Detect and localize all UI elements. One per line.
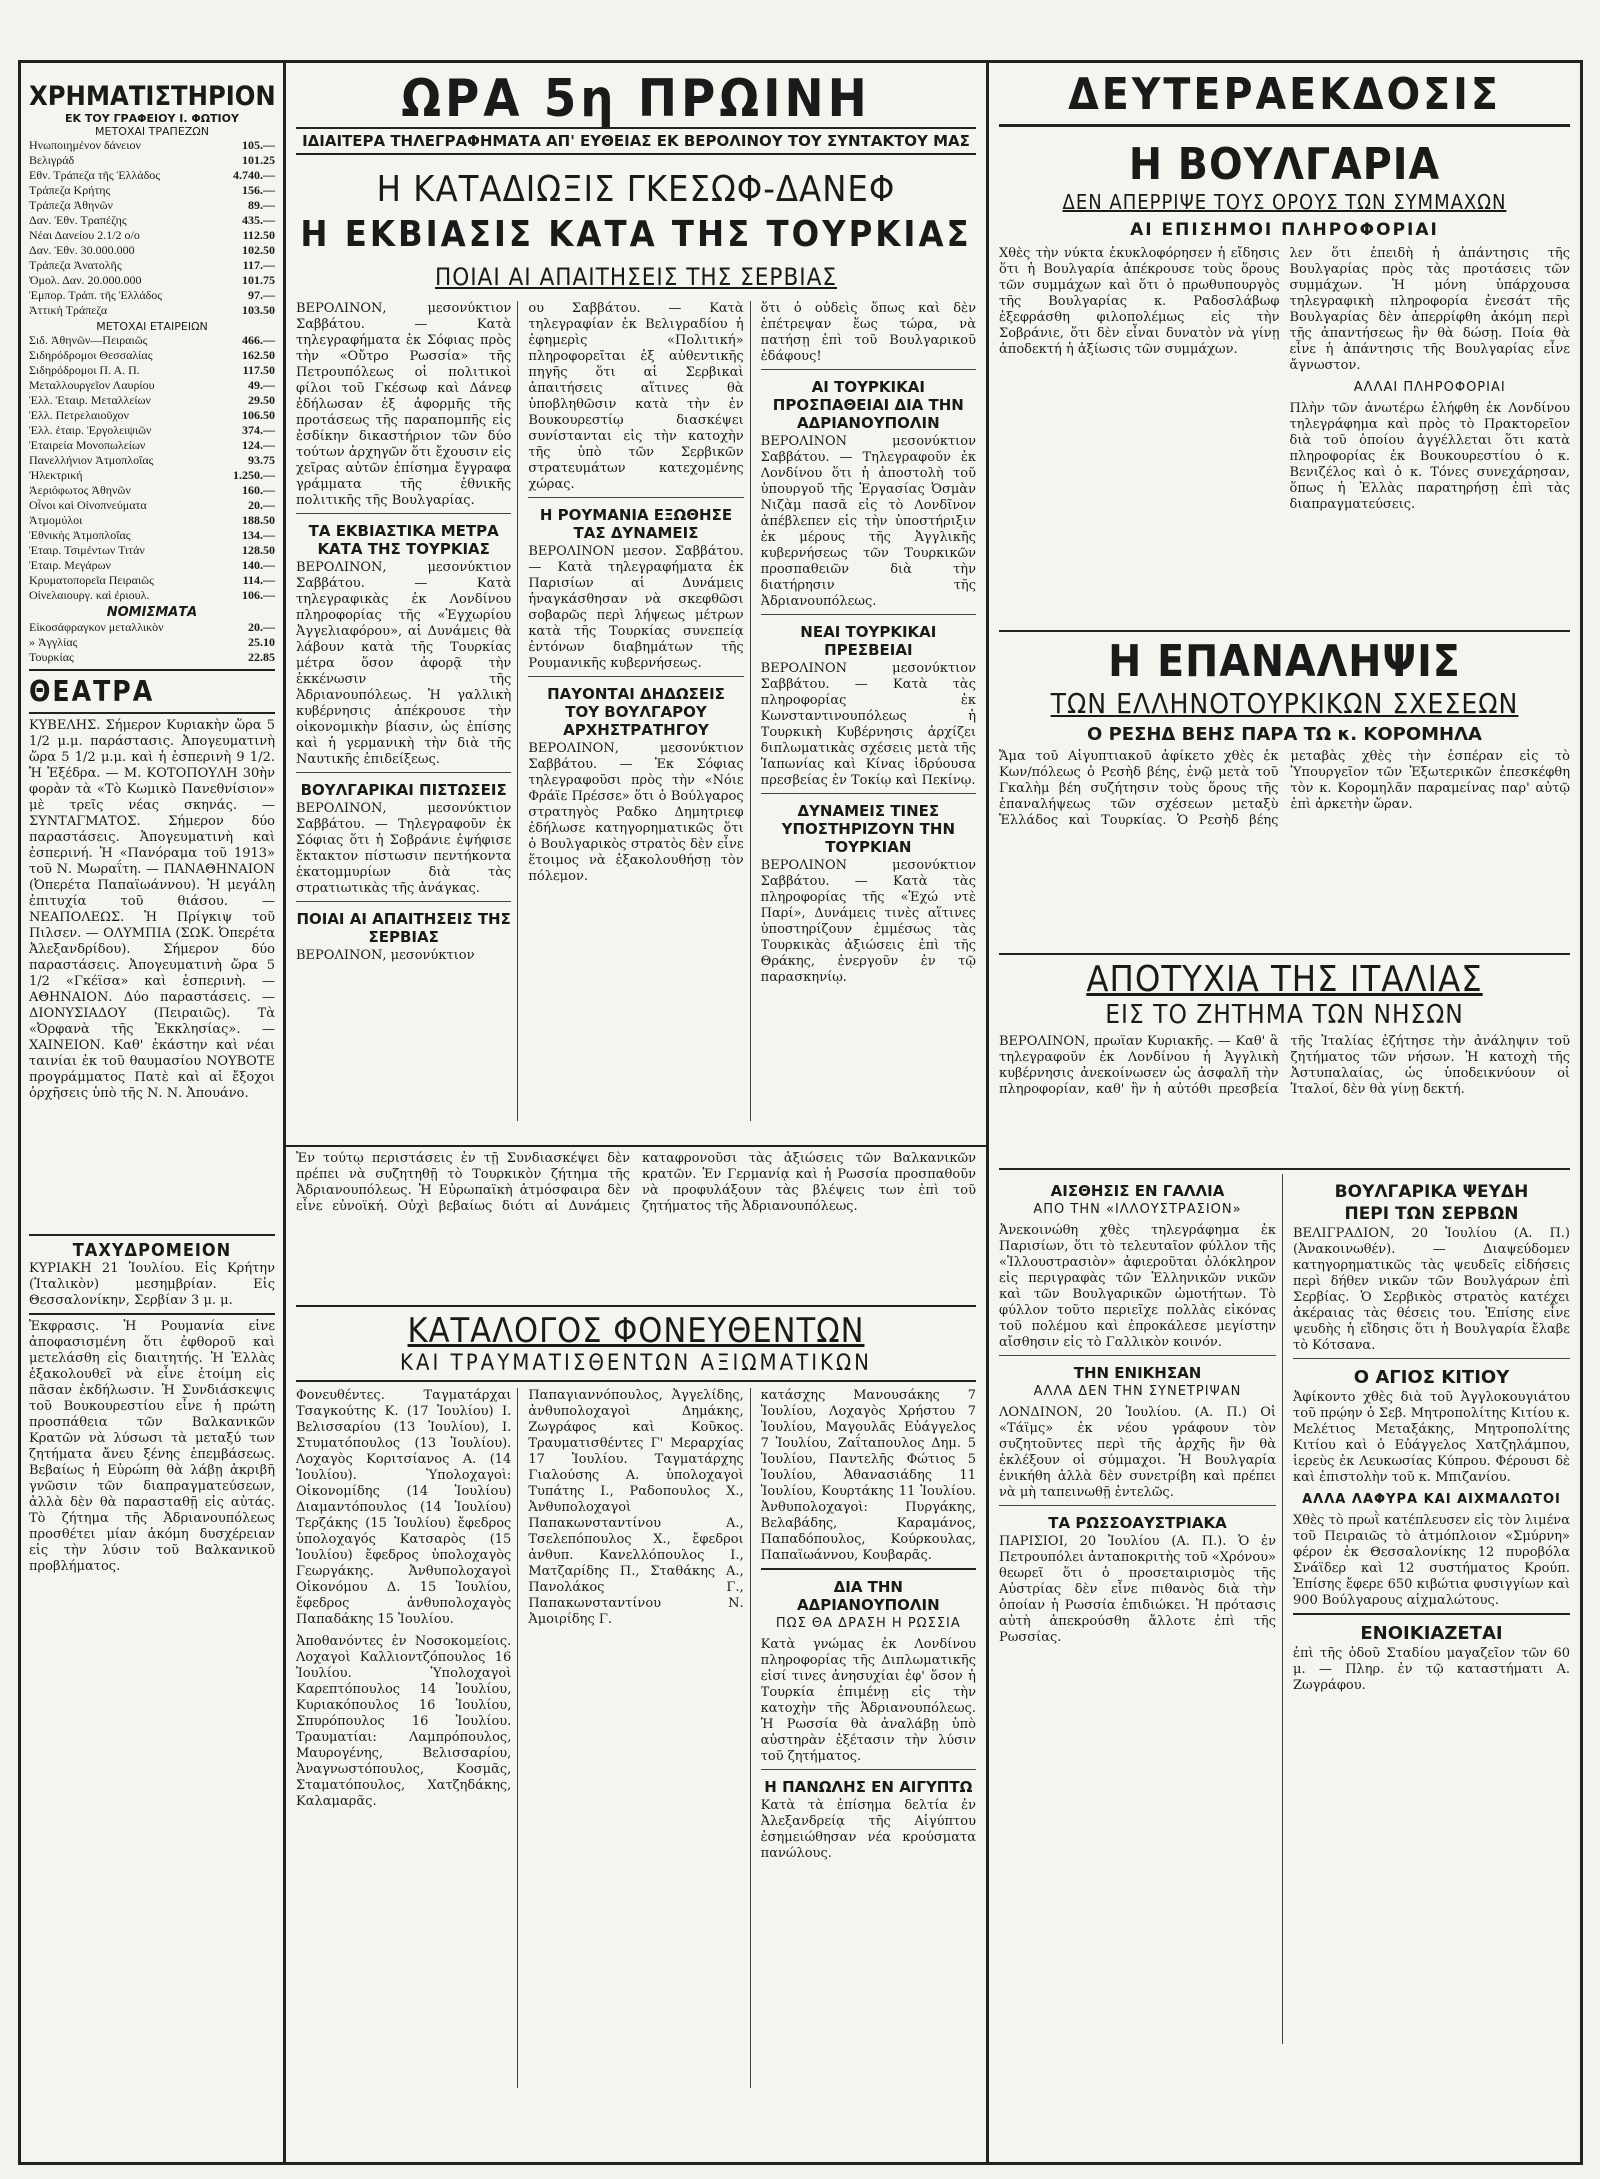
voulgaria-body-2: λεν ὅτι ἐπειδὴ ἡ ἀπάντησις τῆς Βουλγαρίας πρὸς τὰς προτάσεις τῶν συμμάχων. Ἡ μόνη ὑπάρχουσα τηλεγραφικὴ πληροφορία ἐνεσάτ τῆς Βουλγαρίας δὲν ἀπερρίφθη ἀκόμη περὶ τῆς ἀπαντήσεως ἣν θὰ δώσῃ. Ποία θὰ εἶνε ἡ ἀπάντησις τῆς Βουλγαρίας εἶνε ἄγνωστον. [1289, 246, 1570, 373]
pistoseis-body: ΒΕΡΟΛΙΝΟΝ, μεσονύκτιον Σαββάτου. — Τηλεγραφοῦν ἐκ Σόφιας ὅτι ἡ Σοβράνιε ἐψήφισε ἔκτακτον πίστωσιν πεντήκοντα ἑκατομμυρίων διὰ τὰς στρατιωτικὰς τῆς ἀνάγκας. [296, 801, 512, 896]
company-value: 114.— [242, 573, 275, 587]
company-row [29, 348, 275, 363]
epanalipsis-hed: Η ΕΠΑΝΑΛΗΨΙΣ [1108, 636, 1461, 687]
mid-block-body: Ἐν τούτῳ περιστάσεις ἐν τῇ Συνδιασκέψει δὲν πρέπει νὰ συζητηθῇ τὸ Τουρκικὸν ζήτημα τῆς Ἀδριανουπόλεως. Ἡ Εὐρωπαϊκὴ ἀτμόσφαιρα δὲν εἶνε εὐνοϊκή. Οὐχὶ βεβαίως διότι αἱ Δυνάμεις καταφρονοῦσι τὰς ἀξιώσεις τῶν Βαλκανικῶν κρατῶν. Ἐν Γερμανίᾳ καὶ ἡ Ρωσσία προσπαθοῦν νὰ προφυλάξουν τὰς βλέψεις των ἐπὶ τοῦ ζητήματος τῆς Ἀδριανουπόλεως. [296, 1151, 976, 1214]
company-label: Ἀτμομύλοι [29, 513, 83, 527]
banks-heading: ΜΕΤΟΧΑΙ ΤΡΑΠΕΖΩΝ [95, 125, 209, 138]
theatres-title: ΘΕΑΤΡΑ [29, 675, 155, 708]
currency-label: Εἰκοσάφραγκον μεταλλικὸν [29, 620, 164, 634]
bank-value: 97.— [248, 288, 275, 302]
bank-row [29, 303, 275, 318]
company-value: 160.— [242, 483, 275, 497]
company-value: 124.— [242, 438, 275, 452]
bank-label: Τράπεζα Ἀνατολῆς [29, 258, 122, 272]
archistratigos-body: ΒΕΡΟΛΙΝΟΝ, μεσονύκτιον Σαββάτου. — Ἐκ Σόφιας τηλεγραφοῦσι πρὸς τὴν «Νόιε Φράϊε Πρέσσε» ὅτι ὁ Βούλγαρος στρατηγὸς Ραδκο Δημητριεφ ἐδήλωσε κατηγορηματικῶς ὅτι ὁ Βουλγαρικὸς στρατὸς δὲν εἶνε ἕτοιμος νὰ ἐξακολουθήσῃ τὸν πόλεμον. [528, 741, 744, 884]
currency-row [29, 635, 275, 650]
bank-row [29, 168, 275, 183]
newspaper-page [18, 60, 1583, 2165]
presveiai-body: ΒΕΡΟΛΙΝΟΝ μεσονύκτιον Σαββάτου. — Κατὰ τὰς πληροφορίας ἐκ Κωνσταντινουπόλεως ἡ Τουρκικὴ Κυβέρνησις ἀρχίζει διπλωματικὰς σχέσεις μετὰ τῆς Ἰαπωνίας καὶ Κίνας ἱδρύουσα πρεσβείας ἐν Τοκίῳ καὶ Πεκίνῳ. [760, 661, 976, 788]
currency-rows [29, 620, 275, 665]
company-value: 106.— [242, 588, 275, 602]
company-row [29, 378, 275, 393]
ekviastika-hed: ΤΑ ΕΚΒΙΑΣΤΙΚΑ ΜΕΤΡΑ ΚΑΤΑ ΤΗΣ ΤΟΥΡΚΙΑΣ [308, 522, 499, 558]
dynameis-body: ΒΕΡΟΛΙΝΟΝ μεσονύκτιον Σαββάτου. — Κατὰ τὰς πληροφορίας τῆς «Ἐχώ ντὲ Παρί», Δυνάμεις τινὲς αἵτινες ὑποστηρίζουν ἐμμέσως τὰς Τουρκικὰς ἀξιώσεις ἐπὶ τῆς Θράκης, ἐνεργοῦν ἐν τῷ παρασκηνίῳ. [760, 858, 976, 985]
bank-row [29, 228, 275, 243]
headline-katadioxis: Η ΚΑΤΑΔΙΩΞΙΣ ΓΚΕΣΩΦ-ΔΑΝΕΦ [376, 169, 896, 210]
fonefthenton-sub: ΚΑΙ ΤΡΑΥΜΑΤΙΣΘΕΝΤΩΝ ΑΞΙΩΜΑΤΙΚΩΝ [296, 1351, 976, 1382]
company-label: Ἑταιρ. Τσιμέντων Τιτάν [29, 543, 145, 557]
ora5-col1-body: ΒΕΡΟΛΙΝΟΝ, μεσονύκτιον Σαββάτου. — Κατὰ τηλεγραφήματα ἐκ Σόφιας πρὸς τὴν «Οὔτρο Ρωσσία» τῆς Πετρουπόλεως οἱ πολιτικοὶ φίλοι τοῦ Γκέσωφ καὶ Δάνεφ ἐδήλωσαν ἐξ ἀφορμῆς τῆς προτάσεως τῆς παραπομπῆς εἰς ἐσδίκην δικαστήριον τῶν δύο τούτων ἀρχηγῶν ὅτι ἔχουσιν εἰς χεῖρας αὐτῶν ἐπίσημα ἔγγραφα γράμματα τῆς ἐθνικῆς πολιτικῆς τῆς Βουλγαρίας. [296, 301, 512, 508]
ora5-subtitle: ΙΔΙΑΙΤΕΡΑ ΤΗΛΕΓΡΑΦΗΜΑΤΑ ΑΠ' ΕΥΘΕΙΑΣ ΕΚ ΒΕΡΟΛΙΝΟΥ ΤΟΥ ΣΥΝΤΑΚΤΟΥ ΜΑΣ [296, 127, 976, 155]
voulgaria-sub: ΔΕΝ ΑΠΕΡΡΙΨΕ ΤΟΥΣ ΟΡΟΥΣ ΤΩΝ ΣΥΜΜΑΧΩΝ [1062, 190, 1507, 214]
panolis-hed: Η ΠΑΝΩΛΗΣ ΕΝ ΑΙΓΥΠΤΩ [764, 1778, 973, 1796]
epanalipsis-body: Ἄμα τοῦ Αἰγυπτιακοῦ ἀφίκετο χθὲς ἐκ Κων/πόλεως ὁ Ρεσὴδ βέης, ἐνῷ μετὰ τοῦ Γκαλὴμ βέη συζήτησιν τοὺς ὅρους τῆς ἐπαναλήψεως τῶν σχέσεων μεταξὺ Ἑλλάδος καὶ Τουρκίας. Ὁ Ρεσὴδ βέης μεταβὰς χθὲς τὴν ἑσπέραν εἰς τὸ Ὑπουργεῖον τῶν Ἐξωτερικῶν ἐπεσκέφθη τὸν κ. Κορομηλᾶν παραμείνας παρ' αὐτῷ ἐπὶ ἀρκετὴν ὥραν. [999, 749, 1570, 828]
rossoaustriaka-hed: ΤΑ ΡΩΣΣΟΑΥΣΤΡΙΑΚΑ [1048, 1514, 1227, 1532]
company-row [29, 393, 275, 408]
company-rows [29, 333, 275, 603]
voulgaria-body-3: Πλὴν τῶν ἀνωτέρω ἐλήφθη ἐκ Λονδίνου τηλεγράφημα καὶ πρὸς τὸ Πρακτορεῖον διὰ τοῦ ὁποίου ἀγγέλλεται ὅτι κατὰ πληροφορίας ἐκ Βουκουρεστίου ὁ κ. Βενιζέλος καὶ ὁ κ. Τόνες συνεχάρησαν, ὅπως ἡ Ἑλλὰς παρατηρήσῃ ἐπὶ τὰς διαπραγματεύσεις. [1289, 401, 1570, 512]
dynameis-hed: ΔΥΝΑΜΕΙΣ ΤΙΝΕΣ ΥΠΟΣΤΗΡΙΖΟΥΝ ΤΗΝ ΤΟΥΡΚΙΑΝ [781, 802, 956, 856]
servia-hed: ΠΟΙΑΙ ΑΙ ΑΠΑΙΤΗΣΕΙΣ ΤΗΣ ΣΕΡΒΙΑΣ [296, 910, 511, 946]
enoikiazetai-body: ἐπὶ τῆς ὁδοῦ Σταδίου μαγαζεῖον τῶν 60 μ. — Πληρ. ἐν τῷ καταστήματι Α. Ζωγράφου. [1293, 1646, 1570, 1693]
headline-apaitiseis: ΠΟΙΑΙ ΑΙ ΑΠΑΙΤΗΣΕΙΣ ΤΗΣ ΣΕΡΒΙΑΣ [434, 263, 838, 291]
panolis-body: Κατὰ τὰ ἐπίσημα δελτία ἐν Ἀλεξανδρείᾳ τῆς Αἰγύπτου ἐσημειώθησαν νέα κρούσματα πανώλους. [760, 1798, 976, 1861]
markets-subtitle: ΕΚ ΤΟΥ ΓΡΑΦΕΙΟΥ Ι. ΦΩΤΙΟΥ [65, 112, 239, 125]
italia-hed: ΑΠΟΤΥΧΙΑ ΤΗΣ ΙΤΑΛΙΑΣ [1086, 959, 1483, 1000]
company-row [29, 528, 275, 543]
company-value: 466.— [242, 333, 275, 347]
resid-hed: Ο ΡΕΣΗΔ ΒΕΗΣ ΠΑΡΑ ΤΩ κ. ΚΟΡΟΜΗΛΑ [1087, 724, 1482, 745]
headline-ekviasis: Η ΕΚΒΙΑΣΙΣ ΚΑΤΑ ΤΗΣ ΤΟΥΡΚΙΑΣ [300, 214, 972, 255]
bank-label: Νέαι Δανείου 2.1/2 ο/ο [29, 228, 140, 242]
company-row [29, 363, 275, 378]
voulgarika-body: ΒΕΛΙΓΡΑΔΙΟΝ, 20 Ἰουλίου (Α. Π.) (Ἀνακοινωθέν). — Διαψεύδομεν κατηγορηματικῶς τὰς ψευδεῖς εἰδήσεις περὶ δήθεν νικῶν τῶν Βουλγάρων ἐπὶ Σερβίας. Ὁ Σερβικὸς στρατὸς κατέχει ἀκέραιας τὰς θέσεις του. Ἐπίσης εἶνε ψευδὴς ἡ εἴδησις ὅτι ἡ Βουλγαρία ἔλαβε τὸ Κότσανα. [1293, 1226, 1570, 1353]
company-row [29, 498, 275, 513]
company-value: 49.— [248, 378, 275, 392]
bank-label: Δαν. Ἐθν. Τραπέζης [29, 213, 127, 227]
company-label: Οἶνοι καὶ Οἰνοπνεύματα [29, 498, 147, 512]
mail-article: Ἐκφρασις. Ἡ Ρουμανία εἶνε ἀποφασισμένη ὅτι ἐφθοροῦ καὶ μετελάσθη εἰς διαιτητής. Ἡ Ἑλλὰς ἐξακολουθεῖ νὰ εἶνε ἑτοίμη εἰς πᾶσαν ἐκδήλωσιν. Ἡ Συνδιάσκεψις τοῦ Βουκουρεστίου εἶνε ἡ πρώτη προσπάθεια τῶν Βαλκανικῶν Κρατῶν νὰ λύσωσι τὰ μεταξύ των ζητήματα ἄνευ ξένης ἐπεμβάσεως. Βεβαίως ἡ Εὐρώπη θὰ λάβῃ ἀκριβῆ γνῶσιν τῶν διαπραγματεύσεων, ἀλλὰ δὲν θὰ παρασταθῇ εἰς αὐτάς. Τὸ ζήτημα τῆς Ἀδριανουπόλεως προσθέτει μίαν ἀκόμη δυσχέρειαν εἰς τὴν λύσιν τοῦ Βαλκανικοῦ προβλήματος. [29, 1319, 275, 1574]
currency-value: 22.85 [248, 650, 275, 664]
deutera-title: ΔΕΥΤΕΡΑΕΚΔΟΣΙΣ [999, 69, 1570, 127]
left-column [21, 63, 283, 2162]
bank-label: Εθν. Τράπεζα τῆς Ἑλλάδος [29, 168, 160, 182]
company-label: Οἰνελαιουργ. καὶ ἐριουλ. [29, 588, 150, 602]
bank-value: 112.50 [242, 228, 275, 242]
theatres-body: ΚΥΒΕΛΗΣ. Σήμερον Κυριακὴν ὥρα 5 1/2 μ.μ. παράστασις. Ἀπογευματινὴ ὥρα 5 1/2 μ.μ. καὶ ἡ ἑσπερινὴ 9 1/2. Ἡ Ἐξέδρα. — Μ. ΚΟΤΟΠΟΥΛΗ 30ὴν φορὰν τὰ «Τὸ Κωμικὸ Πανεθνίσιον» μὲ τρεῖς νέας σκηνάς. — ΣΥΝΤΑΓΜΑΤΟΣ. Σήμερον δύο παραστάσεις. Ἀπογευματινὴ καὶ ἑσπερινή. Ἡ «Πανόραμα τοῦ 1913» τοῦ Ν. Μωραΐτη. — ΠΑΝΑΘΗΝΑΙΟΝ (Ὀπερέτα Παπαϊωάννου). Ἡ μεγάλη ἐπιτυχία τοῦ θιάσου. — ΝΕΑΠΟΛΕΩΣ. Ἡ Πρίγκιψ τοῦ Πιλσεν. — ΟΛΥΜΠΙΑ (ΣΩΚ. Ὀπερέτα Ἀλεξανδρίδου). Σήμερον δύο παραστάσεις. Ἀπογευματινὴ ὥρα 5 1/2 «Γκέϊσα» καὶ ἑσπερινὴ. — ΑΘΗΝΑΙΟΝ. Δύο παραστάσεις. — ΔΙΟΝΥΣΙΑΔΟΥ (Πειραιῶς). Τὰ «Ὀρφανὰ τῆς Ἐκκλησίας». — ΧΑΙΝΕΙΟΝ. Καθ' ἑκάστην καὶ νέαι ταινίαι ἐκ τοῦ θαυμασίου ΝΟΥΒΟΤΕ προγράμματος Πατὲ καὶ αἱ ἔξοχοι ὀρχῆσεις ὑπὸ τῆς Ν. Ν. Ἀπουάνο. [29, 718, 275, 1101]
company-label: Σιδηρόδρομοι Π. Α. Π. [29, 363, 140, 377]
company-label: Πανελλήνιον Ἀτμοπλοΐας [29, 453, 154, 467]
mail-title: ΤΑΧΥΔΡΟΜΕΙΟΝ [72, 1240, 232, 1261]
epanalipsis-sub: ΤΩΝ ΕΛΛΗΝΟΤΟΥΡΚΙΚΩΝ ΣΧΕΣΕΩΝ [1050, 687, 1519, 720]
bank-row [29, 243, 275, 258]
lafyra-hed: ΑΛΛΑ ΛΑΦΥΡΑ ΚΑΙ ΑΙΧΜΑΛΩΤΟΙ [1302, 1492, 1561, 1507]
servia-body: ΒΕΡΟΛΙΝΟΝ, μεσονύκτιον [296, 948, 475, 963]
bank-value: 102.50 [242, 243, 275, 257]
company-label: Ἠλεκτρική [29, 468, 83, 482]
company-value: 106.50 [242, 408, 275, 422]
company-row [29, 423, 275, 438]
company-value: 117.50 [242, 363, 275, 377]
bank-rows [29, 138, 275, 318]
company-row [29, 558, 275, 573]
company-label: Ἑλλ. ἑταιρ. Ἐργολειψιῶν [29, 423, 152, 437]
bank-value: 101.25 [242, 153, 275, 167]
bank-row [29, 138, 275, 153]
lafyra-body: Χθὲς τὸ πρωῒ κατέπλευσεν εἰς τὸν λιμένα τοῦ Πειραιῶς τὸ ἀτμόπλοιον «Σμύρνη» φέρον ἐκ Θεσσαλονίκης 12 πυροβόλα Σνάϊδερ καὶ 12 συστήματος Κρούπ. Ἐπίσης ἔφερε 650 κιβώτια φυσιγγίων καὶ 900 Βούλγαρους αἰχμαλώτους. [1293, 1513, 1570, 1608]
company-row [29, 438, 275, 453]
company-value: 20.— [248, 498, 275, 512]
markets-title: ΧΡΗΜΑΤΙΣΤΗΡΙΟΝ [29, 81, 276, 112]
company-label: Σιδ. Ἀθηνῶν—Πειραιῶς [29, 333, 148, 347]
bank-row [29, 153, 275, 168]
bank-label: Τράπεζα Κρήτης [29, 183, 111, 197]
bank-value: 4.740.— [233, 168, 275, 182]
bank-value: 89.— [248, 198, 275, 212]
fonefthenton-section [286, 1145, 986, 2162]
currency-row [29, 650, 275, 665]
fonefthenton-hed: ΚΑΤΑΛΟΓΟΣ ΦΟΝΕΥΘΕΝΤΩΝ [407, 1311, 865, 1351]
pistoseis-hed: ΒΟΥΛΓΑΡΙΚΑΙ ΠΙΣΤΩΣΕΙΣ [300, 781, 507, 799]
company-value: 128.50 [242, 543, 275, 557]
company-label: Ἑλλ. Πετρελαιοῦχον [29, 408, 129, 422]
adrianoupolis-efforts-body: ΒΕΡΟΛΙΝΟΝ μεσονύκτιον Σαββάτου. — Τηλεγραφοῦν ἐκ Λονδίνου ὅτι ἡ ἀποστολὴ τοῦ ὑπουργοῦ τῆς Ἐργασίας Ὀσμὰν Νιζὰμ πασᾶ εἰς τὸ Λονδῖνον ἀπέβλεπεν εἰς τὴν ὑποστήριξιν ἐκ μέρους τῆς Ἀγγλικῆς κυβερνήσεως τῶν Τουρκικῶν προσπαθειῶν διὰ τὴν διατήρησιν τῆς Ἀδριανουπόλεως. [760, 434, 976, 609]
enikisan-body: ΛΟΝΔΙΝΟΝ, 20 Ἰουλίου. (Α. Π.) Οἱ «Τάϊμς» ἐκ νέου γράφουν τὸν συζητοῦντες περὶ τῆς ἀρχῆς ἣν θὰ ἐκλέξουν οἱ σύμμαχοι. Ἡ Βουλγαρία ἐνικήθη ἀλλὰ δὲν συνετρίβη καὶ πρέπει νὰ μὴ ταπεινωθῇ ἐντελῶς. [999, 1405, 1276, 1500]
bank-label: Ἐμπορ. Τράπ. τῆς Ἑλλάδος [29, 288, 163, 302]
bank-value: 105.— [242, 138, 275, 152]
company-row [29, 483, 275, 498]
adrianoupolis-efforts-hed: ΑΙ ΤΟΥΡΚΙΚΑΙ ΠΡΟΣΠΑΘΕΙΑΙ ΔΙΑ ΤΗΝ ΑΔΡΙΑΝΟΥΠΟΛΙΝ [772, 378, 964, 432]
currency-label: » Ἀγγλίας [29, 635, 78, 649]
currency-value: 20.— [248, 620, 275, 634]
roumania-body: ΒΕΡΟΛΙΝΟΝ μεσον. Σαββάτου. — Κατὰ τηλεγραφήματα ἐκ Παρισίων αἱ Δυνάμεις ἠναγκάσθησαν νὰ σκεφθῶσι σοβαρῶς περὶ λήψεως μέτρων κατὰ τῆς Τουρκίας συνεπείᾳ ἐντόνων διαβημάτων τῆς Ρουμανικῆς κυβερνήσεως. [528, 544, 744, 671]
kitiou-hed: Ο ΑΓΙΟΣ ΚΙΤΙΟΥ [1353, 1367, 1510, 1388]
kitiou-body: Ἀφίκοντο χθὲς διὰ τοῦ Ἀγγλοκουγιάτου τοῦ πρῴην ὁ Σεβ. Μητροπολίτης Κιτίου κ. Μελέτιος Μεταξάκης, Μητροπολίτης Κιτίου καὶ ὁ Εὐάγγελος Χατζηλάμπου, ἱερεὺς ἐκ Λευκωσίας Κύπρου. Φέρουσι δὲ καὶ ἐπιστολὴν τοῦ κ. Μπιζανίου. [1293, 1390, 1570, 1485]
italia-sub: ΕΙΣ ΤΟ ΖΗΤΗΜΑ ΤΩΝ ΝΗΣΩΝ [1105, 1000, 1464, 1030]
enoikiazetai-hed: ΕΝΟΙΚΙΑΖΕΤΑΙ [1360, 1623, 1503, 1644]
bank-value: 435.— [242, 213, 275, 227]
bank-label: Τράπεζα Ἀθηνῶν [29, 198, 113, 212]
fonefthenton-body-4: κατάσχης Μανουσάκης 7 Ἰουλίου, Λοχαγὸς Χρήστου 7 Ἰουλίου, Μαγουλᾶς Εὐάγγελος 7 Ἰουλίου, Ζαΐταπουλος Δημ. 5 Ἰουλίου, Παντελῆς Φώτιος 5 Ἰουλίου, Ἀθανασιάδης 11 Ἰουλίου, Κουρτάκης 11 Ἰουλίου. Ἀνθυπολοχαγοὶ: Πυργάκης, Βελαβάδης, Καραμάνος, Παπαδόπουλος, Κούρκουλας, Παπαϊωάννου, Κουβαρᾶς. [760, 1388, 976, 1563]
fonefthenton-body-2: Ἀποθανόντες ἐν Νοσοκομείοις. Λοχαγοὶ Καλλιοντζόπουλος 16 Ἰουλίου. Ὑπολοχαγοὶ Καρεπτόπουλος 14 Ἰουλίου, Κυριακόπουλος 16 Ἰουλίου, Σπυρόπουλος 16 Ἰουλίου. Τραυματίαι: Λαμπρόπουλος, Μαυρογένης, Βελισσαρίου, Ἀναγνωστόπουλος, Κοσμᾶς, Σταματόπουλος, Χατζηδάκης, Καλαμαρᾶς. [296, 1634, 512, 1809]
bank-row [29, 213, 275, 228]
bank-label: Ἀττικὴ Τράπεζα [29, 303, 108, 317]
bank-label: Δαν. Ἐθν. 30.000.000 [29, 243, 135, 257]
ora5-col3-body: ὅτι ὁ οὐδεὶς ὅπως καὶ δὲν ἐπέτρεψαν ἕως τώρα, νὰ πατήσῃ ἐπὶ τοῦ Βουλγαρικοῦ ἐδάφους! [760, 301, 976, 364]
bank-label: Ὁμολ. Δαν. 20.000.000 [29, 273, 142, 287]
company-label: Ἑταιρ. Μεγάρων [29, 558, 111, 572]
archistratigos-hed: ΠΑΥΟΝΤΑΙ ΔΗΔΩΣΕΙΣ ΤΟΥ ΒΟΥΛΓΑΡΟΥ ΑΡΧΗΣΤΡΑΤΗΓΟΥ [547, 685, 725, 739]
allai-hed: ΑΛΛΑΙ ΠΛΗΡΟΦΟΡΙΑΙ [1353, 380, 1506, 395]
bank-label: Βελιγράδ [29, 153, 75, 167]
rossoaustriaka-body: ΠΑΡΙΣΙΟΙ, 20 Ἰουλίου (Α. Π.). Ὁ ἐν Πετρουπόλει ἀνταποκριτὴς τοῦ «Χρόνου» θεωρεῖ ὅτι ὁ προσεταιρισμὸς τῆς Αὐστρίας δὲν εἶνε πιθανὸς διὰ τὴν ὁποίαν ἡ Ρωσσία ἐπιδιώκει. Ἡ πρότασις αὐτὴ ἀπεκρούσθη ἄλλοτε ἐπὶ τῆς Ρωσσίας. [999, 1534, 1276, 1645]
gallia-hed: ΑΙΣΘΗΣΙΣ ΕΝ ΓΑΛΛΙΑ [1050, 1182, 1225, 1200]
ora5-title: ΩΡΑ 5η ΠΡΩΙΝΗ [401, 69, 871, 129]
company-row [29, 588, 275, 603]
company-row [29, 468, 275, 483]
company-label: Ἑταιρεία Μονοπωλείων [29, 438, 146, 452]
voulgarika-sub: ΠΕΡΙ ΤΩΝ ΣΕΡΒΩΝ [1344, 1204, 1519, 1224]
bank-row [29, 198, 275, 213]
bank-value: 156.— [242, 183, 275, 197]
epishmoi-hed: ΑΙ ΕΠΙΣΗΜΟΙ ΠΛΗΡΟΦΟΡΙΑΙ [1130, 220, 1439, 240]
company-row [29, 408, 275, 423]
bank-row [29, 273, 275, 288]
company-row [29, 513, 275, 528]
company-value: 93.75 [248, 453, 275, 467]
company-row [29, 453, 275, 468]
bank-value: 117.— [242, 258, 275, 272]
mail-body: ΚΥΡΙΑΚΗ 21 Ἰουλίου. Εἰς Κρήτην (Ἰταλικὸν) μεσημβρίαν. Εἰς Θεσσαλονίκην, Σερβίαν 3 μ. μ. [29, 1261, 275, 1308]
presveiai-hed: ΝΕΑΙ ΤΟΥΡΚΙΚΑΙ ΠΡΕΣΒΕΙΑΙ [800, 623, 937, 659]
currency-row [29, 620, 275, 635]
adrianoupolis-sub: ΠΩΣ ΘΑ ΔΡΑΣΗ Η ΡΩΣΣΙΑ [775, 1616, 961, 1631]
deutera-section [989, 63, 1580, 2162]
bank-row [29, 258, 275, 273]
company-label: Μεταλλουργεῖον Λαυρίου [29, 378, 155, 392]
bank-value: 101.75 [242, 273, 275, 287]
gallia-body: Ἀνεκοινώθη χθὲς τηλεγράφημα ἐκ Παρισίων, ὅτι τὸ τελευταῖον φύλλον τῆς «Ἰλλουστρασιὸν» ἀφιεροῦται ὁλόκληρον εἰς περιγραφὰς τῶν Ἑλληνικῶν νικῶν καὶ τῶν Βουλγαρικῶν ὠμοτήτων. Τὸ φύλλον τοῦτο περιεῖχε πολλὰς εἰκόνας τοῦ πολέμου καὶ ἐπροκάλεσε μεγίστην αἴσθησιν εἰς τὸ Γαλλικὸν κοινόν. [999, 1223, 1276, 1350]
voulgarika-hed: ΒΟΥΛΓΑΡΙΚΑ ΨΕΥΔΗ [1334, 1182, 1529, 1202]
bank-row [29, 288, 275, 303]
company-value: 29.50 [248, 393, 275, 407]
currency-value: 25.10 [248, 635, 275, 649]
ora5-col2-body: ου Σαββάτου. — Κατὰ τηλεγραφίαν ἐκ Βελιγραδίου ἡ ἐφημερὶς «Πολιτική» πληροφορεῖται ἐξ αὐθεντικῆς πηγῆς ὅτι αἱ Σερβικαὶ ἀπαιτήσεις αἵτινες θὰ ὑποβληθῶσιν κατὰ τὴν ἐν Βουκουρεστίῳ διασκέψει συνίστανται εἰς τὴν κατοχὴν τῆς ὑπὸ τῶν Σερβικῶν στρατευμάτων κατεχομένης χώρας. [528, 301, 744, 492]
enikisan-hed: ΤΗΝ ΕΝΙΚΗΣΑΝ [1073, 1364, 1202, 1382]
bank-value: 103.50 [242, 303, 275, 317]
adrianoupolis-hed: ΔΙΑ ΤΗΝ ΑΔΡΙΑΝΟΥΠΟΛΙΝ [797, 1578, 940, 1614]
company-label: Ἑλλ. Ἑταιρ. Μεταλλείων [29, 393, 151, 407]
company-label: Ἀεριόφωτος Ἀθηνῶν [29, 483, 131, 497]
fonefthenton-body-1: Φονευθέντες. Ταγματάρχαι Τσαγκούτης Κ. (17 Ἰουλίου) Ι. Βελισσαρίου (13 Ἰουλίου), Ι. Στυματόπουλος (13 Ἰουλίου). Λοχαγὸς Κοριτσίανος Α. (14 Ἰουλίου). Ὑπολοχαγοὶ: Οἰκονομίδης (14 Ἰουλίου) Διαμαντόπουλος (14 Ἰουλίου) Τερζάκης (15 Ἰουλίου) ἔφεδρος ὑπολοχαγός Κατσαρὸς (15 Ἰουλίου) ἔφεδρος ὑπολοχαγὸς Γεωργάκης. Ἀνθυπολοχαγοὶ Οἰκονόμου Δ. 15 Ἰουλίου, ἔφεδρος ἀνθυπολοχαγὸς Παπαδάκης 15 Ἰουλίου. [296, 1388, 512, 1627]
italia-body: ΒΕΡΟΛΙΝΟΝ, πρωΐαν Κυριακῆς. — Καθ' ἃ τηλεγραφοῦν ἐκ Λονδίνου ἡ Ἀγγλικὴ κυβέρνησις ἀνεκοίνωσεν ὡς ἀσφαλῆ τὴν πληροφορίαν, καθ' ἣν ἡ αὐτόθι πρεσβεία τῆς Ἰταλίας ἐζήτησε τὴν ἀνάληψιν τοῦ ζητήματος τῶν νήσων. Ἡ κατοχὴ τῆς Ἀστυπαλαίας, ὡς ὑποδεικνύουν οἱ Ἰταλοί, δὲν θὰ γίνῃ δεκτή. [999, 1034, 1570, 1097]
gallia-sub: ΑΠΟ ΤΗΝ «ΙΛΛΟΥΣΤΡΑΣΙΟΝ» [1033, 1202, 1242, 1217]
enikisan-sub: ΑΛΛΑ ΔΕΝ ΤΗΝ ΣΥΝΕΤΡΙΨΑΝ [1033, 1384, 1242, 1399]
company-row [29, 333, 275, 348]
bank-row [29, 183, 275, 198]
ekviastika-body: ΒΕΡΟΛΙΝΟΝ, μεσονύκτιον Σαββάτου. — Κατὰ τηλεγραφικὰς ἐκ Λονδίνου πληροφορίας τῆς «Ἐγχωρίου Ἀγγελιαφόρου», αἱ Δυνάμεις θὰ λάβουν κατὰ τῆς Τουρκίας μέτρα ὅσον ἀφορᾷ τὴν ἐκκένωσιν τῆς Ἀδριανουπόλεως. Ἡ γαλλικὴ κυβέρνησις ἀπέκρουσε τὴν οἰκονομικὴν βίασιν, ὡς ἐπίσης καὶ ἡ γερμανικὴ τὴν διὰ τῆς Ναυτικῆς ἐπιδείξεως. [296, 560, 512, 767]
roumania-hed: Η ΡΟΥΜΑΝΙΑ ΕΞΩΘΗΣΕ ΤΑΣ ΔΥΝΑΜΕΙΣ [539, 506, 733, 542]
currency-label: Τουρκίας [29, 650, 74, 664]
company-row [29, 573, 275, 588]
company-value: 162.50 [242, 348, 275, 362]
adrianoupolis-body: Κατὰ γνώμας ἐκ Λονδίνου πληροφορίας τῆς Διπλωματικῆς εἰσί τινες ἀνησυχίαι ἐφ' ὅσον ἡ Τουρκία ἐπιμένῃ εἰς τὴν κατοχὴν τῆς Ἀδριανουπόλεως. Ἡ Ρωσσία θὰ ἀναλάβῃ ὑπὸ αὐστηρὰν ἐξέτασιν τὴν λύσιν τοῦ ζητήματος. [760, 1637, 976, 1764]
company-value: 140.— [242, 558, 275, 572]
company-value: 374.— [242, 423, 275, 437]
company-label: Ἐθνικὴς Ἀτμοπλοΐας [29, 528, 131, 542]
companies-heading: ΜΕΤΟΧΑΙ ΕΤΑΙΡΕΙΩΝ [96, 320, 208, 333]
company-value: 1.250.— [233, 468, 275, 482]
company-row [29, 543, 275, 558]
voulgaria-hed: Η ΒΟΥΛΓΑΡΙΑ [1128, 139, 1441, 190]
ora5-section [286, 63, 986, 1143]
company-value: 134.— [242, 528, 275, 542]
company-label: Κρυματοπορεῖα Πειραιῶς [29, 573, 154, 587]
company-label: Σιδηρόδρομοι Θεσσαλίας [29, 348, 153, 362]
company-value: 188.50 [242, 513, 275, 527]
voulgaria-body-1: Χθὲς τὴν νύκτα ἐκυκλοφόρησεν ἡ εἴδησις ὅτι ἡ Βουλγαρία ἀπέκρουσε τοὺς ὅρους τῶν συμμάχων καὶ ὅτι ὁ πρωθυπουργὸς τῆς Βουλγαρίας κ. Ραδοσλάβωφ ἐξεφράσθη φιλοπολέμως εἰς τὴν Σοβράνιε, ὅτι δὲν εἶναι δυνατὸν νὰ γίνῃ ἀποδεκτή ἡ ἀξίωσις τῶν συμμάχων. [999, 246, 1280, 357]
currency-heading: ΝΟΜΙΣΜΑΤΑ [106, 605, 198, 620]
fonefthenton-body-3: Παπαγιαννόπουλος, Ἀγγελίδης, ἀνθυπολοχαγοὶ Δημάκης, Ζωγράφος καὶ Κοῦκος. Τραυματισθέντες Γ' Μεραρχίας 17 Ἰουλίου. Ταγματάρχης Γιαλούσης Α. ὑπολοχαγοὶ Τυπάτης Ι., Ραδοπουλος Χ., Ἀνθυπολοχαγοὶ Παπακωνσταντίνου Α., Τσελεπόπουλος Χ., ἔφεδροι ἀνθυπ. Κανελλόπουλος Ι., Ματζαρίδης Π., Σταθάκης Α., Πανολάκος Γ., Παπακωνσταντίνου Ν. Ἀμοιρίδης Γ. [528, 1388, 744, 1627]
bank-label: Ηνωποιημένον δάνειον [29, 138, 141, 152]
